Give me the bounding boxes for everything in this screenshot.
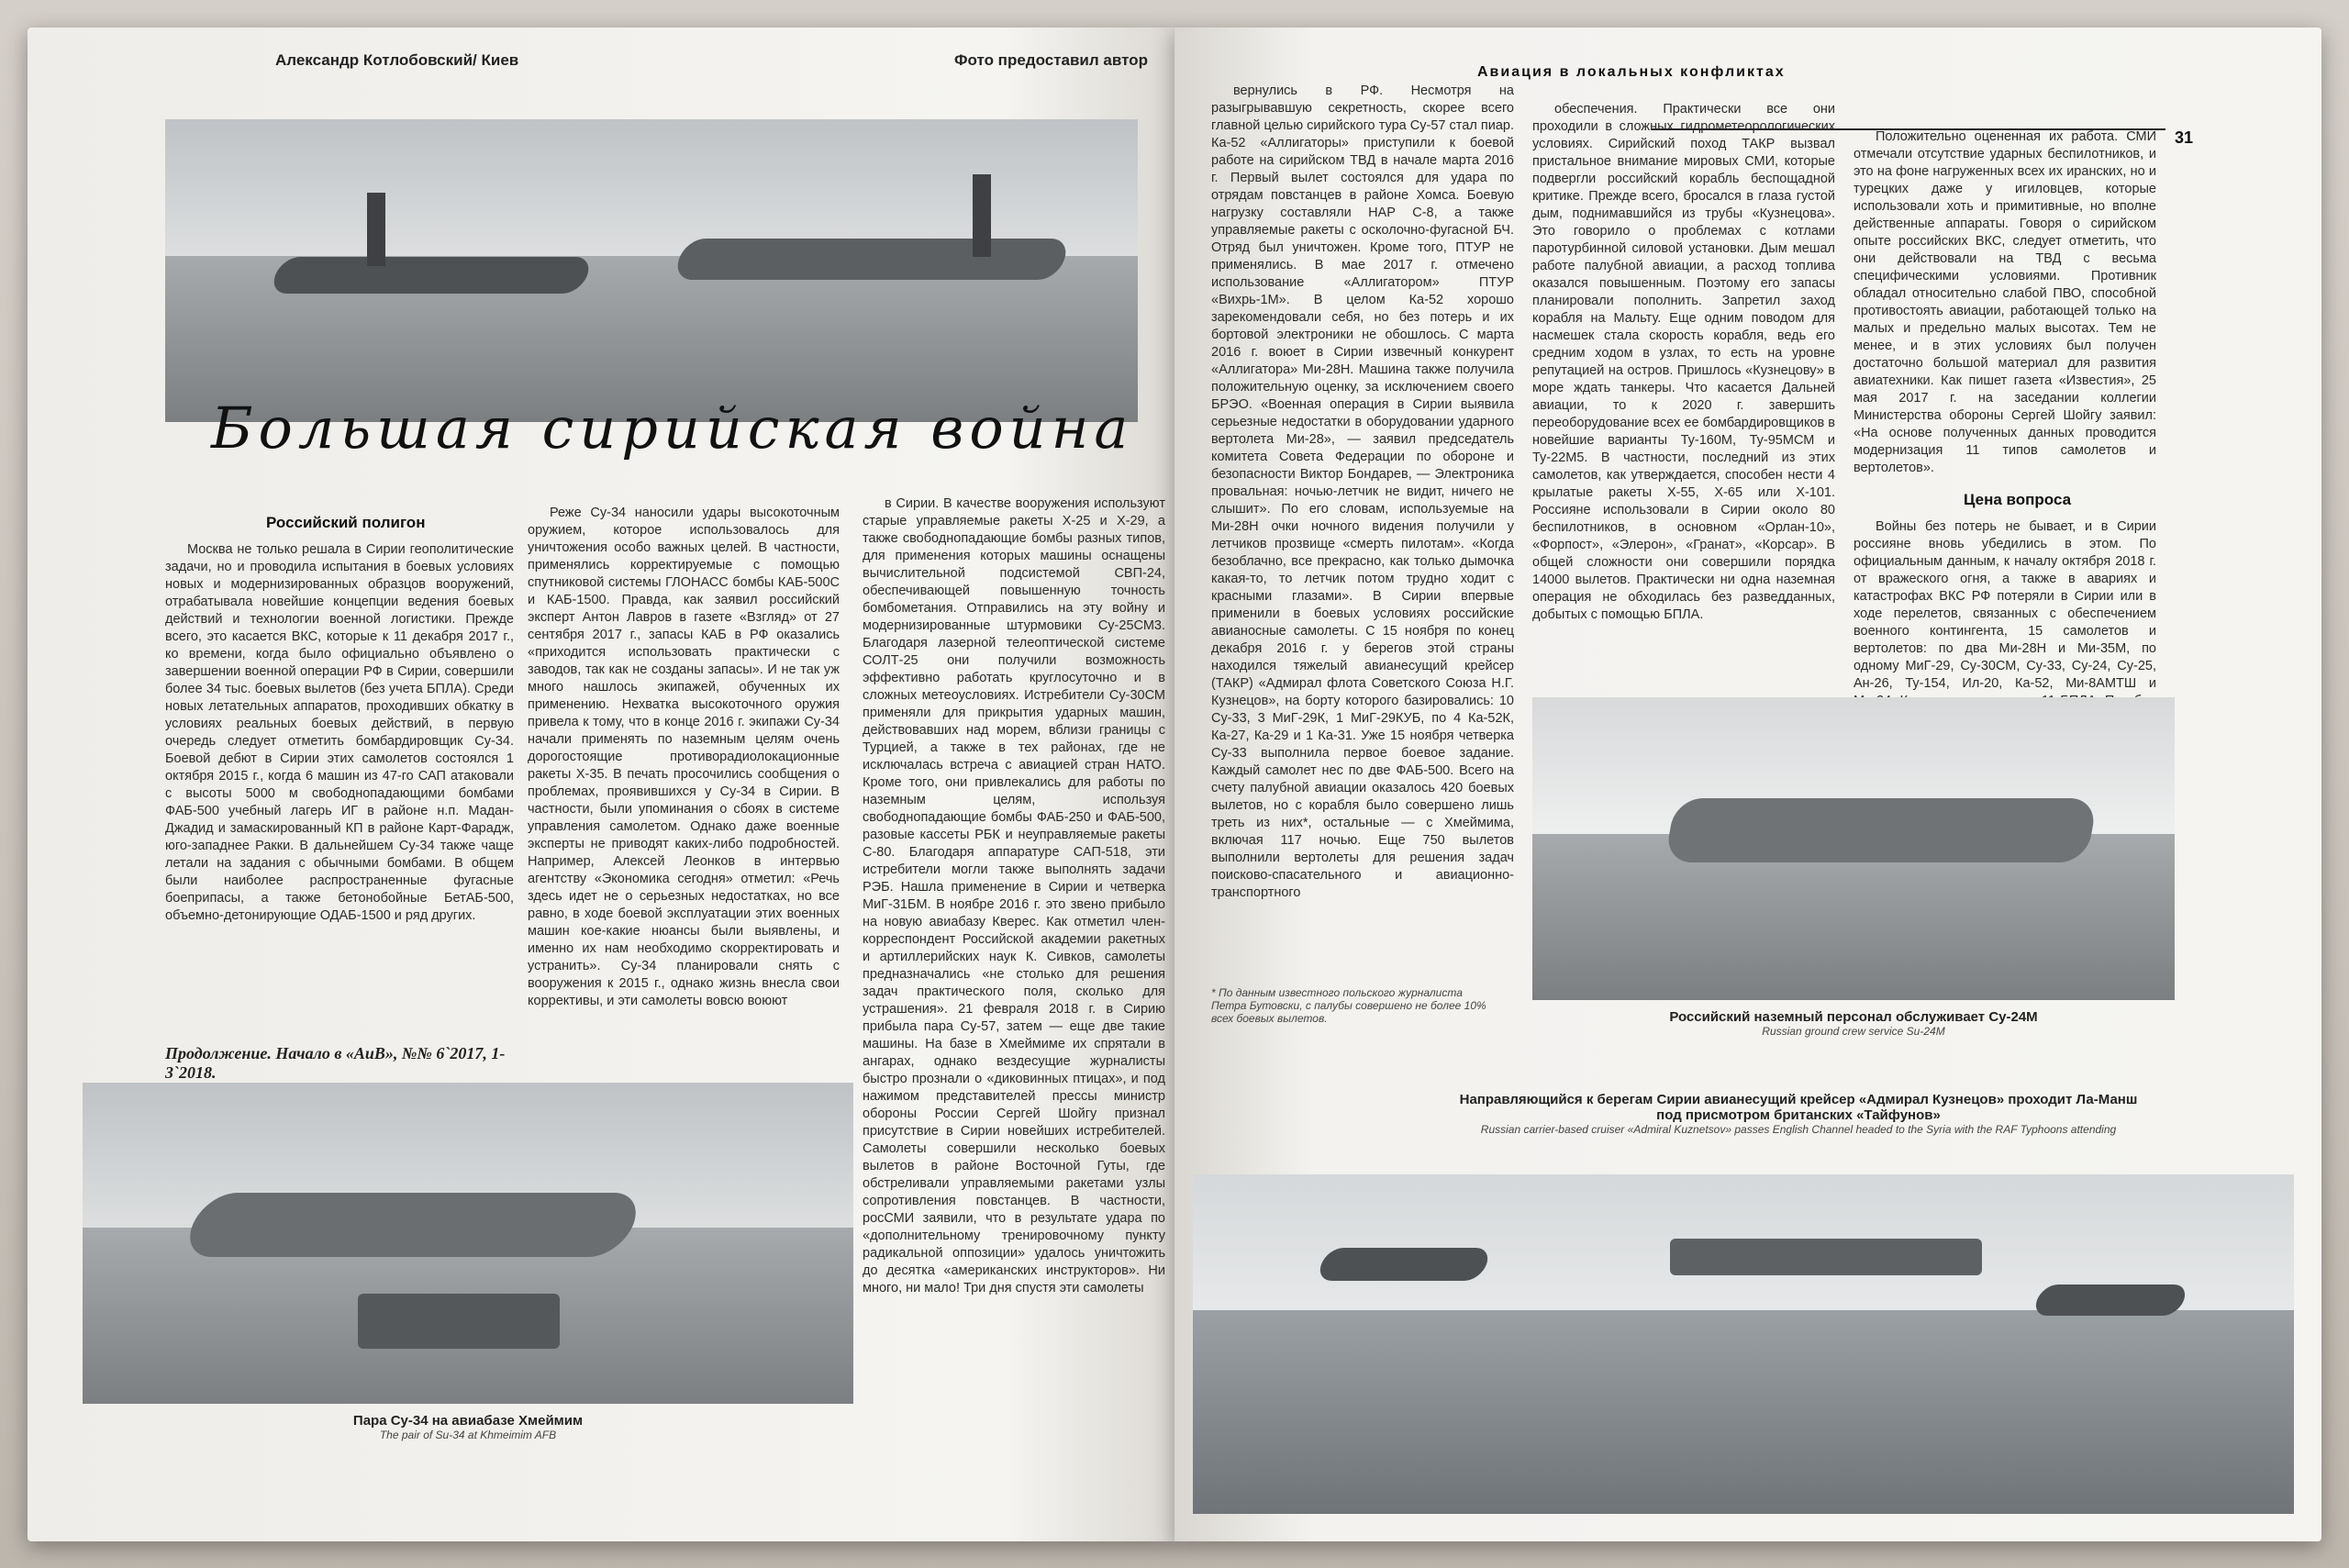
carrier-shape <box>1670 1239 1982 1275</box>
right-column-3: Положительно оцененная их работа. СМИ отмечали отсутствие ударных беспилотников, и это на фоне нагруженных всех их иранских, но и турецких даже у игиловцев, которые использовали хоть и примитивные, но вполне действенные аппараты. Говоря о сирийском опыте российских ВКС, следует отметить, что они действовали на ТВД с весьма специфическими условиями. Противник обладал относительно слабой ПВО, способной противостоять авиации, работающей только на малых и предельно малых высотах. Тем не менее, и в этих условиях был получен достаточно большой материал для развития авиатехники. Как пишет газета «Известия», 25 мая 2017 г. на заседании коллегии Министерства обороны Сергей Шойгу заявил: «На основе полученных данных проводится модернизация 11 типов самолетов и вертолетов». <box>1854 129 2156 475</box>
left-column-2: Реже Су-34 наносили удары высокоточным оружием, которое использовалось для уничтожения особо важных целей. В частности, применялись корректируемые с помощью спутниковой системы ГЛОНАСС бомбы КАБ-500С и КАБ-1500. Правда, как заявил российский эксперт Антон Лавров в газете «Взгляд» от 27 сентября 2017 г., запасы КАБ в РФ оказались «приходится использовать практически с заводов, так как не созданы запасы». И не так уж много нашлось экипажей, обученных их применению. Нехватка высокоточного оружия привела к тому, что в конце 2016 г. экипажи Су-34 начали применять по наземным целям очень дорогостоящие противорадиолокационные ракеты Х-35. В печать просочились сообщения о проблемах, проявившихся у Су-34 в Сирии. В частности, были упоминания о сбоях в системе управления самолетом. Однако даже военные эксперты не приводят каких-либо подробностей. Например, Алексей Леонков в интервью агентству «Экономика сегодня» отметил: «Речь здесь идет не о серьезных недостатках, но все равно, в ходе боевой эксплуатации этих военных машин кое-какие нюансы были выявлены, и именно их нам необходимо скорректировать и устранить». Су-34 планировали снять с вооружения к 2015 г., однако жизнь внесла свои коррективы, и эти самолеты вовсю воюют <box>528 506 840 1008</box>
right-column-2: обеспечения. Практически все они проходили в сложных гидрометеорологических условиях. Сирийский поход ТАКР вызвал пристальное внимание мировых СМИ, которые подвергли российский корабль беспощадной критике. Прежде всего, бросался в глаза густой дым, поднимавшийся из трубы «Кузнецова». Это говорило о проблемах с котлами паротурбинной силовой установки. Дым мешал работе палубной авиации, а расход топлива оказался повышенным. Поэтому его запасы планировали пополнить. Запретил заход корабля на Мальту. Еще одним поводом для насмешек стала скорость корабля, ведь его средним ходом в узлах, то есть на уровне репутацией на остров. Пришлось «Кузнецову» в море ждать танкеры. Что касается Дальней авиации, то к 2020 г. завершить переоборудование всех ее бомбардировщиков в новейшие варианты Ту-160М, Ту-95МСМ и Ту-22М5. В частности, последний из этих самолетов, как утверждается, способен нести 4 крылатые ракеты Х-55, Х-65 или Х-101. Россияне использовали в Сирии около 80 беспилотников, в основном «Орлан-10», «Форпост», «Элерон», «Гранат», «Корсар». В общей сложности они совершили порядка 14000 вылетов. Практически ни одна наземная операция не обходилась без разведданных, добытых с помощью БПЛА. <box>1532 102 1835 622</box>
airbase-photo <box>165 119 1138 422</box>
left-column-3: в Сирии. В качестве вооружения используют старые управляемые ракеты Х-25 и Х-29, а также свободнопадающие бомбы разных типов, для применения которых машины оснащены вычислительной подсистемой СВП-24, обеспечивающей повышенную точность бомбометания. Отправились на эту войну и модернизированные штурмовики Су-25СМ3. Благодаря лазерной телеоптической системе СОЛТ-25 они получили возможность эффективно работать круглосуточно и в сложных метеоусловиях. Истребители Су-30СМ применяли для прикрытия ударных машин, действовавших над морем, вблизи границы с Турцией, а также в тех районах, где не исключалась встреча с авиацией стран НАТО. Кроме того, они привлекались для работы по наземным целям, используя свободнопадающие бомбы ФАБ-250 и ФАБ-500, разовые кассеты РБК и неуправляемые ракеты С-80. Благодаря аппаратуре САП-518, эти истребители могли также выполнять задачи РЭБ. Нашла применение в Сирии и четверка МиГ-31БМ. В ноябре 2016 г. это звено прибыло на новую авиабазу Кверес. Как отметил член-корреспондент Российской академии ракетных и артиллерийских наук К. Сивков, самолеты предназначались «не столько для решения задач практического поля, сколько для устрашения». 21 февраля 2018 г. в Сирию прибыла пара Су-57, затем — еще две такие машины. На базе в Хмеймиме их спрятали в ангарах, однако вездесущие журналисты быстро прознали о «диковинных птицах», и под нажимом представителей прессы министр обороны России Сергей Шойгу признал присутствие в Сирии новейших истребителей. Самолеты совершили несколько боевых вылетов в районе Восточной Гуты, где обстреливали управляемыми ракетами узлы сопротивления повстанцев. В частности, росСМИ заявили, что в результате удара по «дополнительному тренировочному пункту радикальной оппозиции» удалось уничтожить до десятка «американских инструкторов». Ни много, ни мало! Три дня спустя эти самолеты <box>863 496 1165 1296</box>
jet-tail <box>973 174 991 257</box>
su34-photo <box>83 1083 853 1404</box>
page-rubric: Авиация в локальных конфликтах <box>1477 64 1786 80</box>
su24-photo <box>1532 697 2175 1000</box>
jet-shape <box>180 1193 646 1257</box>
magazine-spread <box>28 28 2321 1541</box>
jet-tail <box>367 193 385 266</box>
footnote: * По данным известного польского журналиста Петра Бутовски, с палубы совершено не более 10% всех боевых вылетов. <box>1211 986 1486 1025</box>
left-column-1: Москва не только решала в Сирии геополитические задачи, но и проводила испытания в боевых условиях новых и модернизированных образцов вооружений, отрабатывала новейшие концепции ведения боевых действий и технологии военной логистики. Прежде всего, это касается ВКС, которые к 11 декабря 2017 г., ко времени, когда было официально объявлено о завершении военной операции РФ в Сирии, совершили более 34 тыс. боевых вылетов (без учета БПЛА). Среди новых летательных аппаратов, проходивших обкатку в условиях реальных боевых действий, в первую очередь следует отметить бомбардировщик Су-34. Боевой дебют в Сирии этих самолетов состоялся 1 октября 2015 г., когда 6 машин из 47-го САП атаковали с высоты 5000 м свободнопадающими бомбами ФАБ-500 учебный лагерь ИГ в районе н.п. Мадан-Джадид и замаскированный КП в районе Карт-Фарадж, юго-западнее Ракки. В дальнейшем Су-34 также чаще летали на задания с обычными бомбами. В общем были наиболее распространенные фугасные боеприпасы, а также бетонобойные БетАБ-500, объемно-детонирующие ОДАБ-1500 и ряд других. <box>165 542 514 923</box>
truck-shape <box>358 1294 560 1349</box>
right-column-1: вернулись в РФ. Несмотря на разыгрывавшую секретность, скорее всего главной целью сирийского тура Су-57 стал пиар. Ка-52 «Аллигаторы» приступили к боевой работе на сирийском ТВД в начале марта 2016 г. Первый вылет состоялся для удара по отрядам повстанцев в районе Хомса. Боевую нагрузку составляли НАР С-8, а также управляемые ракеты с осколочно-фугасной БЧ. Отряд был уничтожен. Кроме того, ПТУР не применялись. В мае 2017 г. отмечено использование «Аллигатором» ПТУР «Вихрь-1М». В целом Ка-52 хорошо зарекомендовали себя, но без потерь и их бортовой электроники не обошлось. С марта 2016 г. воюет в Сирии извечный конкурент «Аллигатора» Ми-28Н. Машина также получила положительную оценку, за исключением своего БРЭО. «Военная операция в Сирии выявила серьезные недостатки в оборудовании ударного вертолета Ми-28», — заявил председатель комитета Совета Федерации по обороне и безопасности Виктор Бондарев, — Электроника провальная: ночью-летчик не видит, ничего не слышит». По его словам, используемые на Ми-28Н очки ночного видения получили у летчиков прозвище «смерть пилотам». «Когда безоблачно, все прекрасно, как только дымочка какая-то, то летчик потом трудно ходит с красными глазами». В Сирии впервые применили в боевых условиях российские авианосные самолеты. С 15 ноября по конец декабря 2016 г. у берегов этой страны находился тяжелый авианесущий крейсер (ТАКР) «Адмирал флота Советского Союза Н.Г. Кузнецов», на борту которого базировались: 10 Су-33, 3 МиГ-29К, 1 МиГ-29КУБ, по 4 Ка-52К, Ка-27, Ка-29 и 1 Ка-31. Уже 15 ноября четверка Су-33 выполнила первое боевое задание. Каждый самолет нес по две ФАБ-500. Всего на счету палубной авиации оказалось 420 боевых вылетов, но с корабля было совершено лишь треть из них*, остальные — с Хмеймима, включая 117 ночью. Еще 750 вылетов выполнили вертолеты для решения задач поисково-спасательного и авиационно-транспортного <box>1211 83 1514 900</box>
section-heading: Российский полигон <box>266 514 426 531</box>
carrier-photo-caption: Направляющийся к берегам Сирии авианесущий крейсер «Адмирал Кузнецов» проходит Ла-Манш под присмотром британских «Тайфунов» Russian carrier-based cruiser «Admiral Kuznetsov» passes English Channel headed to the Syria with the RAF Typhoons attending <box>1459 1092 2138 1136</box>
author-line: Александр Котлобовский/ Киев <box>275 51 519 69</box>
right-column-3b: Войны без потерь не бывает, и в Сирии россияне вновь убедились в этом. По официальным данным, к началу октября 2018 г. от вражеского огня, а также в авариях и катастрофах ВКС РФ потеряли в Сирии или в ходе перелетов, связанных с обеспечением военного контингента, 15 самолетов и вертолетов: по два Ми-28Н и Ми-35М, по одному МиГ-29, Су-30СМ, Су-33, Су-24, Су-25, Ан-26, Ту-154, Ил-20, Ка-52, Ми-8АМТШ и <box>1854 519 2156 691</box>
typhoon-jet-shape <box>1315 1248 1492 1281</box>
article-title: Большая сирийская война <box>211 395 1134 462</box>
su34-photo-caption: Пара Су-34 на авиабазе Хмеймим The pair of Su-34 at Khmeimim AFB <box>352 1413 584 1441</box>
carrier-photo <box>1193 1174 2294 1514</box>
su24-photo-caption: Российский наземный персонал обслуживает Су-24М Russian ground crew service Su-24M <box>1669 1009 2038 1038</box>
left-page <box>28 28 1174 1541</box>
section-heading-2: Цена вопроса <box>1964 491 2072 508</box>
typhoon-jet-shape <box>2032 1284 2189 1316</box>
photo-credit: Фото предоставил автор <box>954 51 1148 69</box>
jet-shape <box>1664 798 2098 862</box>
page-number: 31 <box>2175 128 2194 147</box>
jet-shape <box>269 257 595 294</box>
right-page <box>1174 28 2321 1541</box>
jet-shape <box>673 239 1072 280</box>
continuation-note: Продолжение. Начало в «АиВ», №№ 6`2017, 1-3`2018. <box>165 1044 506 1082</box>
